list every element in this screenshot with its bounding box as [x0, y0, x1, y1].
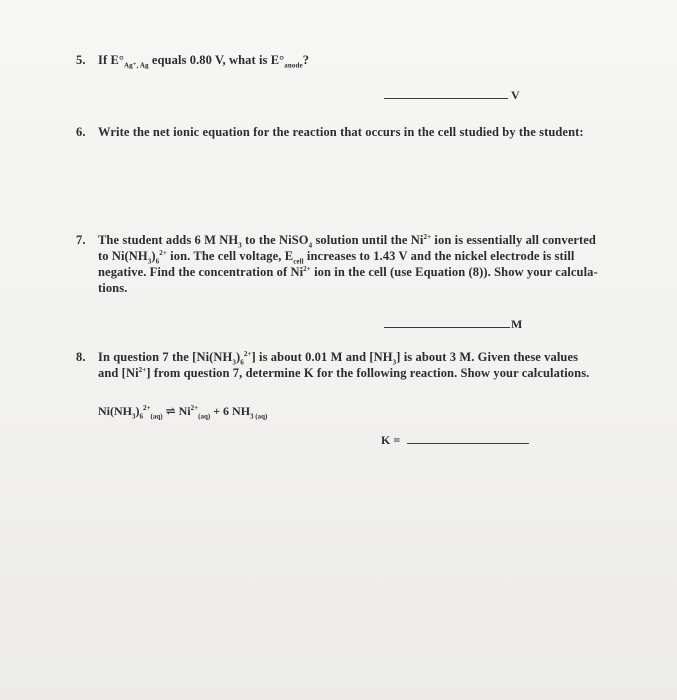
q5-number: 5.	[76, 53, 86, 67]
question-7: 7. The student adds 6 M $NH_3$ to the NiSO$_4$ solution until the $Ni^{2+}$ ion is essentially all converted to $Ni(NH_3)_6^{2+}$ ion. The cell voltage, $E_{cell}$ increases to 1.43 V and the nickel electrode is still negative. Find the concentration of $Ni^{2+}$ ion in the cell (use Equation (8)). Show your calcula- tions.	[76, 232, 598, 295]
q7-number: 7.	[76, 233, 86, 247]
question-8: 8. In question 7 the $[Ni(NH_3)_6^{2+}]$ is about 0.01 M and $[NH_3]$ is about 3 M. Given these values and $[Ni^{2+}]$ from question 7, determine K for the following reaction. Show your calculations.	[76, 349, 590, 380]
question-5: 5. If $E^\circ_{Ag^+, Ag}$ equals 0.80 V, what is $E^\circ_{anode}$?	[76, 53, 310, 70]
question-6: 6. Write the net ionic equation for the reaction that occurs in the cell studied by the student:	[76, 125, 584, 139]
q7-unit: M	[511, 317, 523, 331]
q5-unit: V	[511, 88, 520, 102]
q6-number: 6.	[76, 125, 86, 139]
q8-number: 8.	[76, 350, 86, 364]
k-answer-line[interactable]	[407, 443, 529, 444]
q8-equation: $Ni(NH_3)_6^{2+}_{(aq)}$ ⇌ $Ni^{2+}_{(aq)} + 6$ $NH_{3 (aq)}$	[98, 404, 268, 421]
q7-answer-line[interactable]	[384, 327, 510, 328]
k-label: K =	[381, 433, 401, 447]
q5-answer-line[interactable]	[384, 98, 508, 99]
